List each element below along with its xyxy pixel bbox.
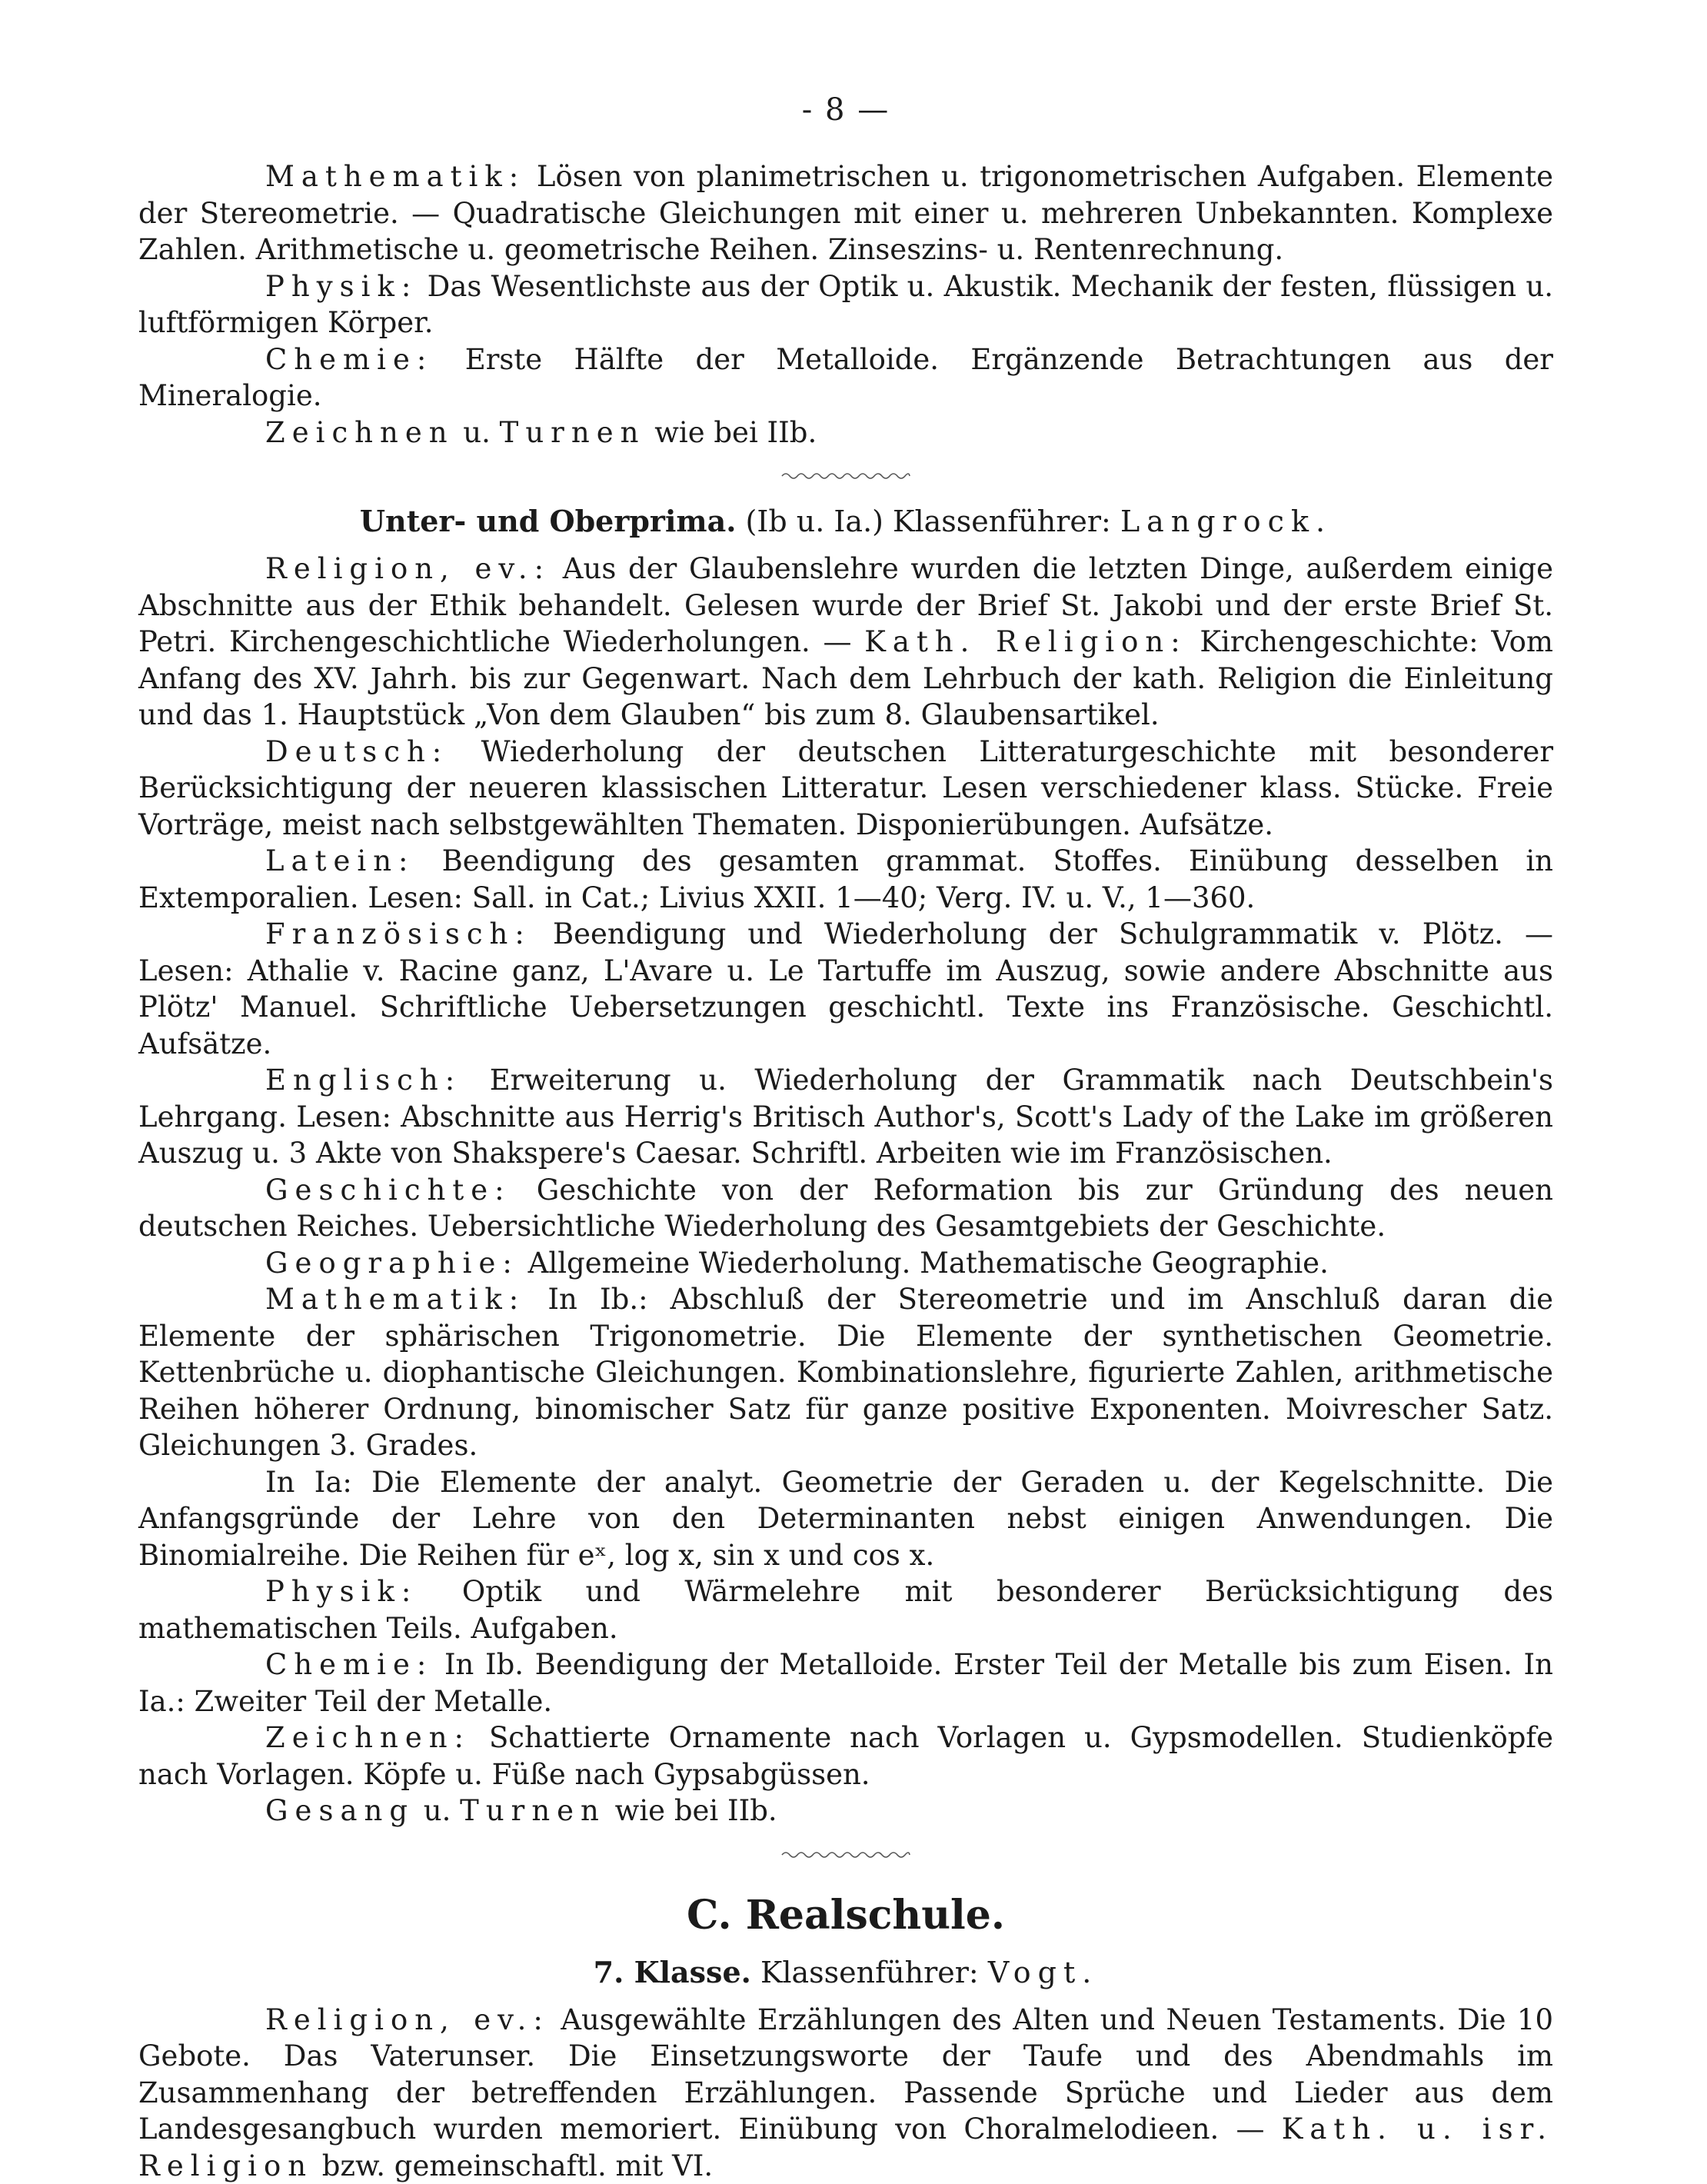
subject-label: Physik:	[265, 270, 418, 303]
section-heading-prima	[138, 503, 1553, 540]
section-classes: (Ib u. Ia.) Klassenführer:	[736, 504, 1120, 538]
subject-label: Turnen	[500, 416, 646, 449]
paragraph-text: bzw. gemeinschaftl. mit VI.	[313, 2149, 713, 2182]
paragraph-latein	[138, 843, 1553, 916]
class-teacher: Vogt.	[988, 1956, 1099, 1989]
paragraph-text: In Ib.: Abschluß der Stereometrie und im Anschluß daran die Elemente der sphärischen Trigonometrie. Die Elemente der synthetischen Geometrie. Kettenbrüche u. diophantische Gleichungen. Kombinationslehre, figurierte Zahlen, arithmetische Reihen höherer Ordnung, binomischer Satz für ganze positive Exponenten. Moivrescher Satz. Gleichungen 3. Grades.	[138, 1283, 1553, 1462]
paragraph-text: Optik und Wärmelehre mit besonderer Berücksichtigung des mathematischen Teils. Aufgaben.	[138, 1575, 1553, 1645]
paragraph-chemie-prima	[138, 1646, 1553, 1720]
subject-label: Kath. Religion:	[864, 625, 1186, 658]
paragraph-physik-prima	[138, 1573, 1553, 1646]
subject-label: Französisch:	[265, 917, 531, 951]
section-title: Unter- und Oberprima.	[360, 504, 737, 538]
paragraph-text: Das Wesentlichste aus der Optik u. Akustik. Mechanik der festen, flüssigen u. luftförmigen Körper.	[138, 270, 1553, 340]
ornament-divider	[780, 1849, 911, 1860]
paragraph-text: Aus der Glaubenslehre wurden die letzten Dinge, außerdem einige Abschnitte aus der Ethik behandelt. Gelesen wurde der Brief St. Jakobi und der erste Brief St. Petri. Kirchengeschichtliche Wiederholungen. —	[138, 552, 1553, 658]
subject-label: Physik:	[265, 1575, 418, 1608]
subject-label: Latein:	[265, 844, 415, 877]
paragraph-franzoesisch	[138, 916, 1553, 1062]
paragraph-religion	[138, 551, 1553, 734]
subject-label: Chemie:	[265, 1648, 433, 1681]
paragraph-religion-realschule	[138, 2002, 1553, 2184]
page-number: - 8 —	[138, 92, 1553, 128]
subject-label: Religion, ev.:	[265, 552, 551, 585]
subject-label: Mathematik:	[265, 160, 525, 193]
paragraph-text: u.	[454, 416, 500, 449]
paragraph-mathematik	[138, 158, 1553, 268]
paragraph-text: Geschichte von der Reformation bis zur Gründung des neuen deutschen Reiches. Uebersichtliche Wiederholung des Gesamtgebiets der Geschichte.	[138, 1174, 1553, 1243]
paragraph-text: Ausgewählte Erzählungen des Alten und Neuen Testaments. Die 10 Gebote. Das Vaterunser. Die Einsetzungsworte der Taufe und des Abendmahls im Zusammenhang der betreffenden Erzählungen. Passende Sprüche und Lieder aus dem Landesgesangbuch wurden memoriert. Einübung von Choralmelodieen. —	[138, 2003, 1553, 2146]
paragraph-geographie	[138, 1245, 1553, 1282]
paragraph-text: Allgemeine Wiederholung. Mathematische Geographie.	[519, 1247, 1329, 1280]
subject-label: Zeichnen:	[265, 1721, 471, 1754]
subject-label: Kath. u. isr. Religion	[138, 2112, 1553, 2182]
paragraph-text: u.	[414, 1794, 460, 1827]
paragraph-text: Beendigung und Wiederholung der Schulgrammatik v. Plötz. — Lesen: Athalie v. Racine ganz, L'Avare u. Le Tartuffe im Auszug, sowie andere Abschnitte aus Plötz' Manuel. Schriftliche Uebersetzungen geschichtl. Texte ins Französische. Geschichtl. Aufsätze.	[138, 917, 1553, 1060]
paragraph-text: Kirchengeschichte: Vom Anfang des XV. Jahrh. bis zur Gegenwart. Nach dem Lehrbuch der kath. Religion die Einleitung und das 1. Hauptstück „Von dem Glauben“ bis zum 8. Glaubensartikel.	[138, 625, 1553, 731]
paragraph-gesang-turnen	[138, 1793, 1553, 1829]
paragraph-text: Erweiterung u. Wiederholung der Grammatik nach Deutschbein's Lehrgang. Lesen: Abschnitte aus Herrig's Britisch Author's, Scott's Lady of the Lake im größeren Auszug u. 3 Akte von Shakspere's Caesar. Schriftl. Arbeiten wie im Französischen.	[138, 1064, 1553, 1170]
school-heading: C. Realschule.	[138, 1891, 1553, 1940]
paragraph-geschichte	[138, 1172, 1553, 1245]
section-teacher: Langrock.	[1120, 504, 1332, 538]
subject-label: Chemie:	[265, 343, 433, 376]
paragraph-text: In Ia: Die Elemente der analyt. Geometrie der Geraden u. der Kegelschnitte. Die Anfangsgründe der Lehre von den Determinanten nebst einigen Anwendungen. Die Binomialreihe. Die Reihen für eˣ, log x, sin x und cos x.	[138, 1466, 1553, 1572]
paragraph-text: Schattierte Ornamente nach Vorlagen u. Gypsmodellen. Studienköpfe nach Vorlagen. Köpfe u. Füße nach Gypsabgüssen.	[138, 1721, 1553, 1791]
subject-label: Deutsch:	[265, 735, 448, 768]
paragraph-chemie	[138, 341, 1553, 414]
subject-label: Englisch:	[265, 1064, 461, 1097]
subject-label: Religion, ev.:	[265, 2003, 550, 2036]
paragraph-text: Wiederholung der deutschen Litteraturgeschichte mit besonderer Berücksichtigung der neueren klassischen Litteratur. Lesen verschiedener klass. Stücke. Freie Vorträge, meist nach selbstgewählten Thematen. Disponierübungen. Aufsätze.	[138, 735, 1553, 841]
paragraph-zeichnen-prima	[138, 1720, 1553, 1793]
paragraph-text: In Ib. Beendigung der Metalloide. Erster Teil der Metalle bis zum Eisen. In Ia.: Zweiter Teil der Metalle.	[138, 1648, 1553, 1718]
class-title: 7. Klasse.	[594, 1955, 751, 1989]
ornament-divider	[780, 471, 911, 481]
paragraph-text: wie bei IIb.	[606, 1794, 777, 1827]
paragraph-mathematik-ia	[138, 1464, 1553, 1574]
paragraph-text: Beendigung des gesamten grammat. Stoffes. Einübung desselben in Extemporalien. Lesen: Sall. in Cat.; Livius XXII. 1—40; Verg. IV. u. V., 1—360.	[138, 844, 1553, 914]
paragraph-text: Erste Hälfte der Metalloide. Ergänzende Betrachtungen aus der Mineralogie.	[138, 343, 1553, 413]
subject-label: Mathematik:	[265, 1283, 525, 1316]
subject-label: Gesang	[265, 1794, 414, 1827]
paragraph-text: Lösen von planimetrischen u. trigonometrischen Aufgaben. Elemente der Stereometrie. — Quadratische Gleichungen mit einer u. mehreren Unbekannten. Komplexe Zahlen. Arithmetische u. geometrische Reihen. Zinseszins- u. Rentenrechnung.	[138, 160, 1553, 266]
paragraph-englisch	[138, 1062, 1553, 1172]
class-rest: Klassenführer:	[751, 1956, 988, 1989]
subject-label: Geographie:	[265, 1247, 519, 1280]
subject-label: Turnen	[460, 1794, 606, 1827]
paragraph-text: wie bei IIb.	[645, 416, 817, 449]
paragraph-mathematik-ib	[138, 1281, 1553, 1464]
class-heading	[138, 1954, 1553, 1991]
paragraph-deutsch	[138, 734, 1553, 844]
paragraph-physik	[138, 268, 1553, 341]
subject-label: Zeichnen	[265, 416, 454, 449]
paragraph-zeichnen-turnen	[138, 414, 1553, 451]
subject-label: Geschichte:	[265, 1174, 511, 1207]
